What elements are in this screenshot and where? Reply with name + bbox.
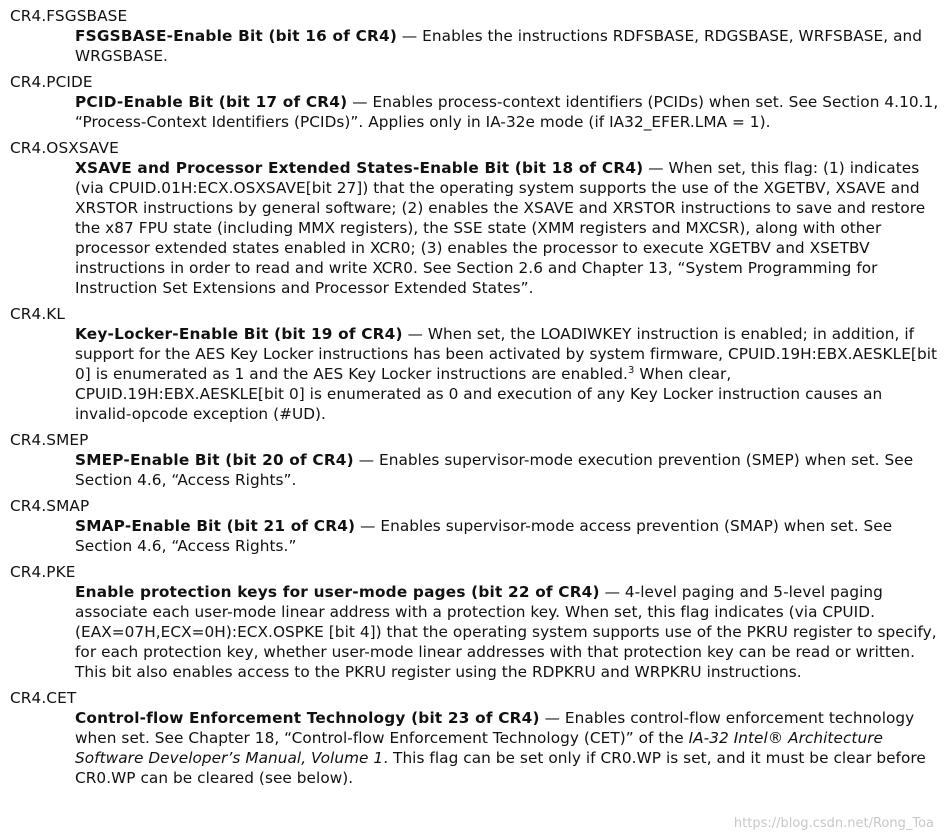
entry-text: — Enables control-flow enforcement technology when set. See Chapter 18, “Control-flow Enforcement Technology (CET)” of the	[75, 709, 915, 747]
entry-kl	[10, 304, 940, 424]
entry-text: — Enables supervisor-mode access prevention (SMAP) when set. See Section 4.6, “Access Rights.”	[75, 517, 893, 555]
entry-description	[75, 324, 939, 424]
entry-fsgsbase	[10, 6, 940, 66]
entry-description	[75, 26, 939, 66]
entry-text: — 4-level paging and 5-level paging associate each user-mode linear address with a protection key. When set, this flag indicates (via CPUID.(EAX=07H,ECX=0H):ECX.OSPKE [bit 4]) that the operating system supports use of the PKRU register to specify, for each protection key, whether user-mode linear addresses with that protection key can be read or written. This bit also enables access to the PKRU register using the RDPKRU and WRPKRU instructions.	[75, 583, 937, 681]
entry-title: CR4.PKE	[10, 563, 76, 581]
entry-description	[75, 158, 939, 298]
entry-heading: SMAP-Enable Bit (bit 21 of CR4)	[75, 517, 356, 535]
entry-pke	[10, 562, 940, 682]
entry-description	[75, 708, 939, 788]
entry-heading: Enable protection keys for user-mode pages (bit 22 of CR4)	[75, 583, 600, 601]
entry-title: CR4.KL	[10, 305, 66, 323]
entry-title: CR4.PCIDE	[10, 73, 93, 91]
entry-title: CR4.SMEP	[10, 431, 89, 449]
entry-text: — When set, this flag: (1) indicates (via CPUID.01H:ECX.OSXSAVE[bit 27]) that the operating system supports the use of the XGETBV, XSAVE and XRSTOR instructions by general software; (2) enables the XSAVE and XRSTOR instructions to save and restore the x87 FPU state (including MMX registers), the SSE state (XMM registers and MXCSR), along with other processor extended states enabled in XCR0; (3) enables the processor to execute XGETBV and XSETBV instructions in order to read and write XCR0. See Section 2.6 and Chapter 13, “System Programming for Instruction Set Extensions and Processor Extended States”.	[75, 159, 926, 297]
entry-text-continued: When clear, CPUID.19H:EBX.AESKLE[bit 0] is enumerated as 0 and execution of any Key Locker instruction causes an invalid-opcode exception (#UD).	[75, 365, 883, 423]
entry-osxsave	[10, 138, 940, 298]
watermark: https://blog.csdn.net/Rong_Toa	[733, 816, 934, 831]
entry-description	[75, 92, 939, 132]
document-body	[10, 6, 940, 794]
entry-title: CR4.FSGSBASE	[10, 7, 128, 25]
entry-cet	[10, 688, 940, 788]
entry-text: — Enables supervisor-mode execution prevention (SMEP) when set. See Section 4.6, “Access Rights”.	[75, 451, 914, 489]
entry-title: CR4.OSXSAVE	[10, 139, 119, 157]
entry-heading: FSGSBASE-Enable Bit (bit 16 of CR4)	[75, 27, 398, 45]
entry-heading: SMEP-Enable Bit (bit 20 of CR4)	[75, 451, 354, 469]
footnote-marker: 3	[627, 365, 635, 376]
entry-pcide	[10, 72, 940, 132]
entry-smep	[10, 430, 940, 490]
entry-heading: Control-flow Enforcement Technology (bit 23 of CR4)	[75, 709, 540, 727]
entry-description	[75, 582, 939, 682]
entry-text: — When set, the LOADIWKEY instruction is enabled; in addition, if support for the AES Key Locker instructions has been activated by system firmware, CPUID.19H:EBX.AESKLE[bit 0] is enumerated as 1 and the AES Key Locker instructions are enabled.	[75, 325, 938, 383]
entry-heading: Key-Locker-Enable Bit (bit 19 of CR4)	[75, 325, 403, 343]
entry-title: CR4.CET	[10, 689, 77, 707]
entry-smap	[10, 496, 940, 556]
entry-text: — Enables the instructions RDFSBASE, RDGSBASE, WRFSBASE, and WRGSBASE.	[75, 27, 922, 65]
entry-text-continued: . This flag can be set only if CR0.WP is set, and it must be clear before CR0.WP can be cleared (see below).	[75, 749, 926, 787]
entry-heading: XSAVE and Processor Extended States-Enable Bit (bit 18 of CR4)	[75, 159, 644, 177]
entry-title: CR4.SMAP	[10, 497, 90, 515]
entry-description	[75, 516, 939, 556]
entry-description	[75, 450, 939, 490]
entry-heading: PCID-Enable Bit (bit 17 of CR4)	[75, 93, 348, 111]
entry-text: — Enables process-context identifiers (PCIDs) when set. See Section 4.10.1, “Process-Context Identifiers (PCIDs)”. Applies only in IA-32e mode (if IA32_EFER.LMA = 1).	[75, 93, 939, 131]
manual-title-italic: IA-32 Intel® Architecture Software Developer’s Manual, Volume 1	[75, 729, 883, 767]
